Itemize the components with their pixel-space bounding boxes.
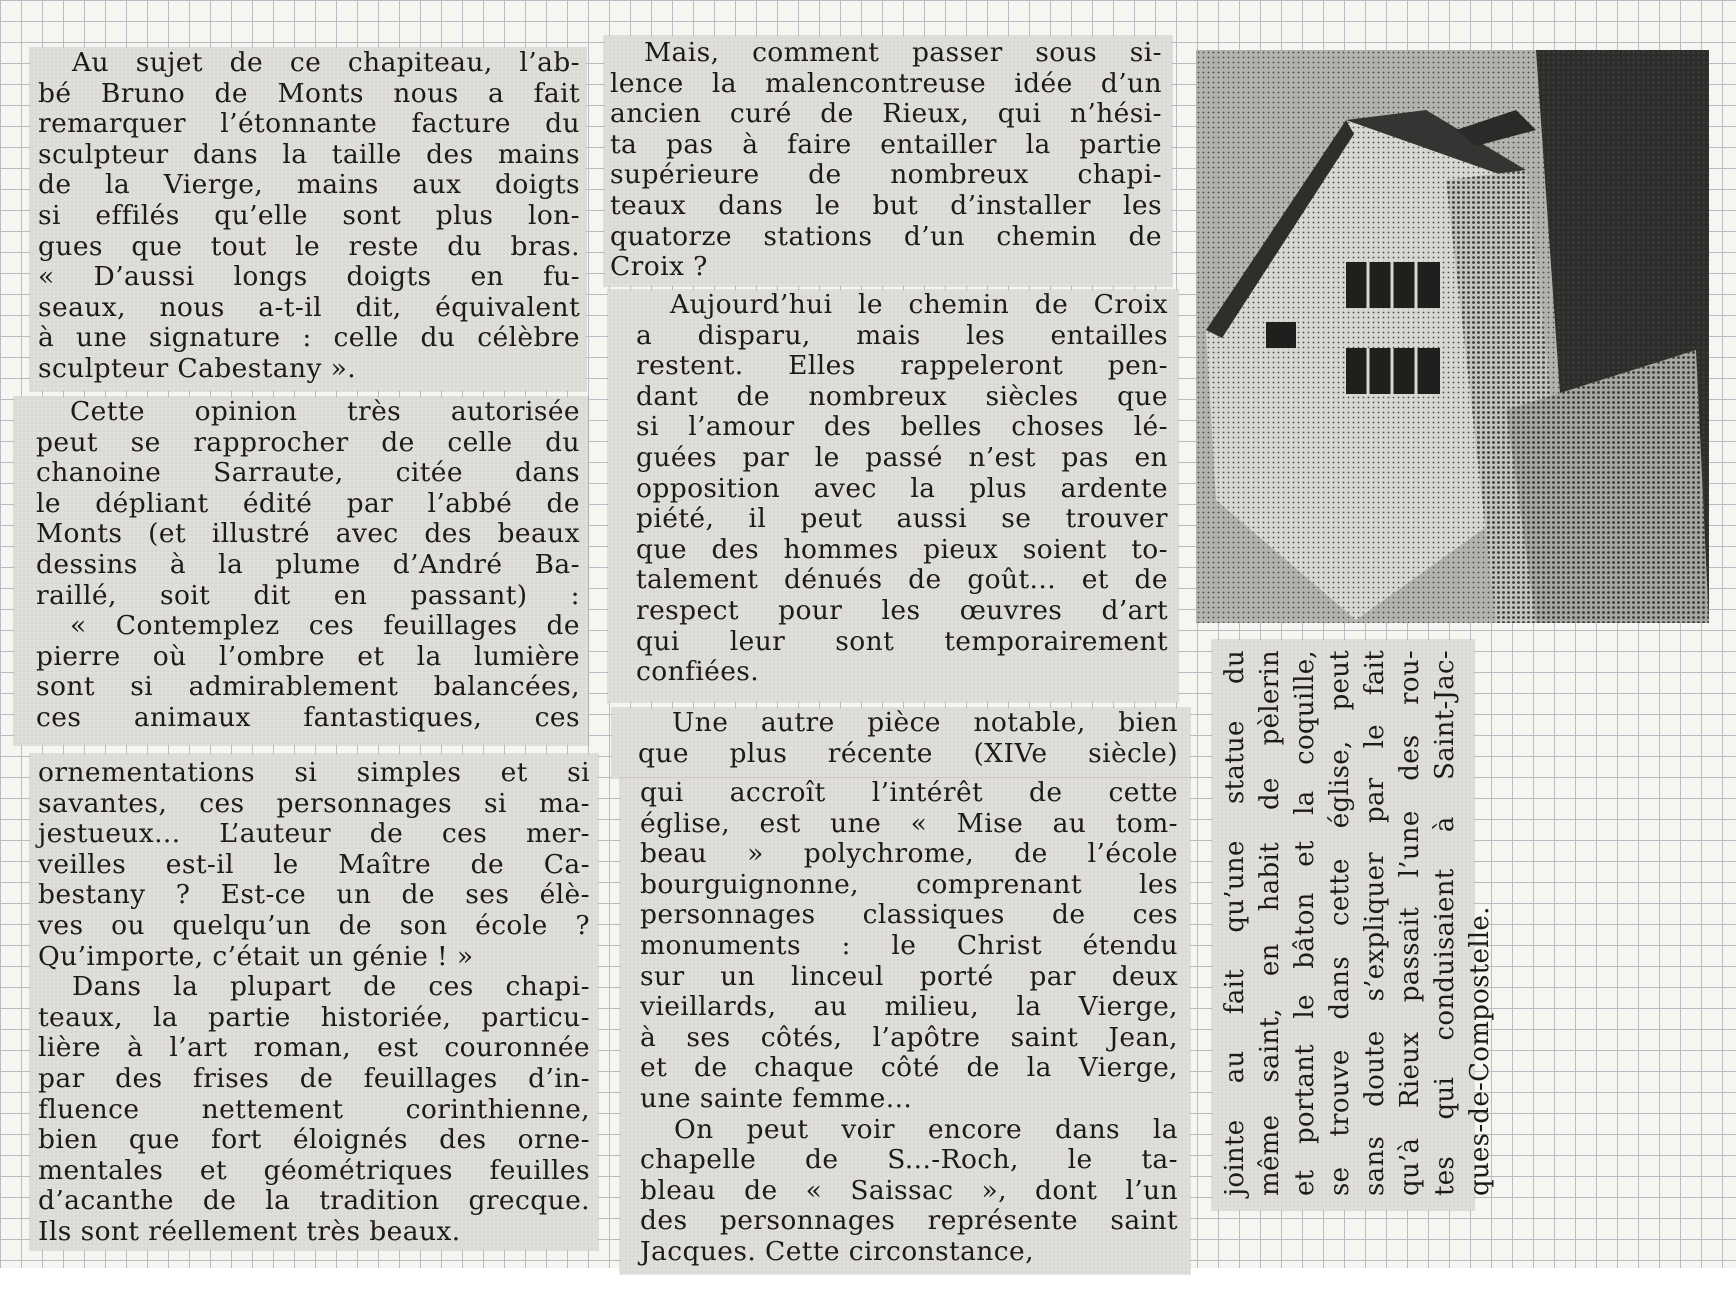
text-line: sculpteur dans la taille des mains (38, 138, 580, 170)
col1-bot-text (38, 758, 590, 1248)
text-line: Jacques. Cette circonstance, (640, 1235, 1034, 1267)
text-line: Croix ? (610, 251, 708, 283)
text-line: bleau de « Saissac », dont l’un (640, 1174, 1178, 1206)
col1-top-text (38, 48, 580, 385)
text-line: bourguignonne, comprenant les (640, 868, 1178, 900)
text-line: guées par le passé n’est pas en (636, 441, 1168, 473)
text-line: opposition avec la plus ardente (636, 472, 1168, 504)
text-line: dant de nombreux siècles que (636, 380, 1168, 412)
text-line: si l’amour des belles choses lé- (636, 411, 1168, 443)
text-line: talement dénués de goût... et de (636, 564, 1168, 596)
text-line: a disparu, mais les entailles (636, 319, 1168, 351)
text-line: veilles est-il le Maître de Ca- (38, 848, 590, 880)
text-line: teaux dans le but d’installer les (610, 189, 1162, 221)
text-line: bé Bruno de Monts nous a fait (38, 77, 580, 109)
text-line: si effilés qu’elle sont plus lon- (38, 199, 580, 231)
text-line: On peut voir encore dans la (674, 1113, 1178, 1145)
clipping-col1-top (30, 48, 586, 391)
text-line: jestueux... L’auteur de ces mer- (38, 818, 590, 850)
text-line: Ils sont réellement très beaux. (38, 1215, 461, 1247)
text-line: confiées. (636, 656, 760, 688)
text-line: tes qui conduisaient à Saint-Jac- (1430, 650, 1460, 1196)
text-line: fluence nettement corinthienne, (38, 1093, 590, 1125)
text-line: Cette opinion très autorisée (70, 396, 580, 427)
col2-head-text (638, 708, 1178, 769)
text-line: et de chaque côté de la Vierge, (640, 1052, 1178, 1084)
text-line: le dépliant édité par l’abbé de (36, 487, 580, 519)
col2-top-text (610, 38, 1162, 283)
text-line: Au sujet de ce chapiteau, l’ab- (72, 47, 580, 78)
text-line: raillé, soit dit en passant) : (36, 579, 580, 611)
col2-bot-text (640, 778, 1178, 1268)
text-line: d’acanthe de la tradition grecque. (38, 1185, 590, 1217)
text-line: dessins à la plume d’André Ba- (36, 548, 580, 580)
text-line: même saint, en habit de pèlerin (1255, 650, 1285, 1196)
text-line: à ses côtés, l’apôtre saint Jean, (640, 1021, 1178, 1053)
text-line: des personnages représente saint (640, 1205, 1178, 1237)
text-line: lière à l’art roman, est couronnée (38, 1032, 590, 1064)
clipping-col2-mid (608, 290, 1178, 702)
church-illustration (1196, 50, 1709, 623)
text-line: ornementations si simples et si (38, 757, 590, 788)
text-line: par des frises de feuillages d’in- (38, 1062, 590, 1094)
text-line: lence la malencontreuse idée d’un (610, 67, 1162, 99)
clipping-col1-bot (30, 754, 598, 1250)
text-line: savantes, ces personnages si ma- (38, 787, 590, 819)
text-line: Qu’importe, c’était un génie ! » (38, 940, 474, 972)
text-line: ves ou quelqu’un de son école ? (38, 909, 590, 941)
clipping-col1-mid (14, 397, 588, 745)
text-line: Une autre pièce notable, bien (672, 707, 1178, 738)
text-line: qu’à Rieux passait l’une des rou- (1395, 650, 1425, 1196)
text-line: jointe au fait qu’une statue du (1220, 650, 1250, 1196)
clipping-col2-head (612, 708, 1190, 778)
text-line: Monts (et illustré avec des beaux (36, 518, 580, 550)
text-line: sculpteur Cabestany ». (38, 352, 357, 384)
text-line: Dans la plupart de ces chapi- (72, 971, 590, 1003)
clipping-col2-bot (620, 778, 1190, 1274)
text-line: monuments : le Christ étendu (640, 929, 1178, 961)
clipping-col3-vertical (1212, 640, 1495, 1210)
text-line: chapelle de S...-Roch, le ta- (640, 1144, 1178, 1176)
text-line: vieillards, au milieu, la Vierge, (640, 991, 1178, 1023)
text-line: piété, il peut aussi se trouver (636, 503, 1168, 535)
text-line: de la Vierge, mains aux doigts (38, 169, 580, 201)
text-line: qui accroît l’intérêt de cette (640, 777, 1178, 808)
text-line: se trouve dans cette église, peut (1325, 650, 1355, 1196)
text-line: beau » polychrome, de l’école (640, 838, 1178, 870)
text-line: peut se rapprocher de celle du (36, 426, 580, 458)
text-line: sans doute s’expliquer par le fait (1360, 650, 1390, 1196)
text-line: une sainte femme... (640, 1082, 913, 1114)
text-line: remarquer l’étonnante facture du (38, 108, 580, 140)
text-line: à une signature : celle du célèbre (38, 322, 580, 354)
text-line: respect pour les œuvres d’art (636, 594, 1168, 626)
text-line: chanoine Sarraute, citée dans (36, 457, 580, 489)
text-line: que plus récente (XIVe siècle) (638, 737, 1178, 769)
col3-vertical-text (1212, 640, 1495, 1210)
text-line: et portant le bâton et la coquille, (1290, 650, 1320, 1196)
text-line: personnages classiques de ces (640, 899, 1178, 931)
text-line: ancien curé de Rieux, qui n’hési- (610, 98, 1162, 130)
text-line: bien que fort éloignés des orne- (38, 1124, 590, 1156)
text-line: ces animaux fantastiques, ces (36, 701, 580, 733)
text-line: mentales et géométriques feuilles (38, 1154, 590, 1186)
text-line: Mais, comment passer sous si- (644, 37, 1162, 68)
text-line: sur un linceul porté par deux (640, 960, 1178, 992)
text-line: teaux, la partie historiée, particu- (38, 1001, 590, 1033)
text-line: restent. Elles rappeleront pen- (636, 350, 1168, 382)
text-line: « Contemplez ces feuillages de (70, 610, 580, 642)
text-line: sont si admirablement balancées, (36, 671, 580, 703)
text-line: qui leur sont temporairement (636, 625, 1168, 657)
text-line: supérieure de nombreux chapi- (610, 159, 1162, 191)
text-line: ta pas à faire entailler la partie (610, 128, 1162, 160)
text-line: gues que tout le reste du bras. (38, 230, 580, 262)
col1-mid-text (36, 397, 580, 734)
church-photo (1196, 50, 1709, 623)
text-line: Aujourd’hui le chemin de Croix (670, 289, 1168, 320)
text-line: seaux, nous a-t-il dit, équivalent (38, 291, 580, 323)
text-line: église, est une « Mise au tom- (640, 807, 1178, 839)
text-line: bestany ? Est-ce un de ses élè- (38, 879, 590, 911)
text-line: pierre où l’ombre et la lumière (36, 640, 580, 672)
col2-mid-text (636, 290, 1168, 688)
text-line: « D’aussi longs doigts en fu- (38, 261, 580, 293)
text-line: ques-de-Compostelle. (1465, 906, 1495, 1196)
text-line: que des hommes pieux soient to- (636, 533, 1168, 565)
text-line: quatorze stations d’un chemin de (610, 220, 1162, 252)
clipping-col2-top (604, 36, 1172, 286)
